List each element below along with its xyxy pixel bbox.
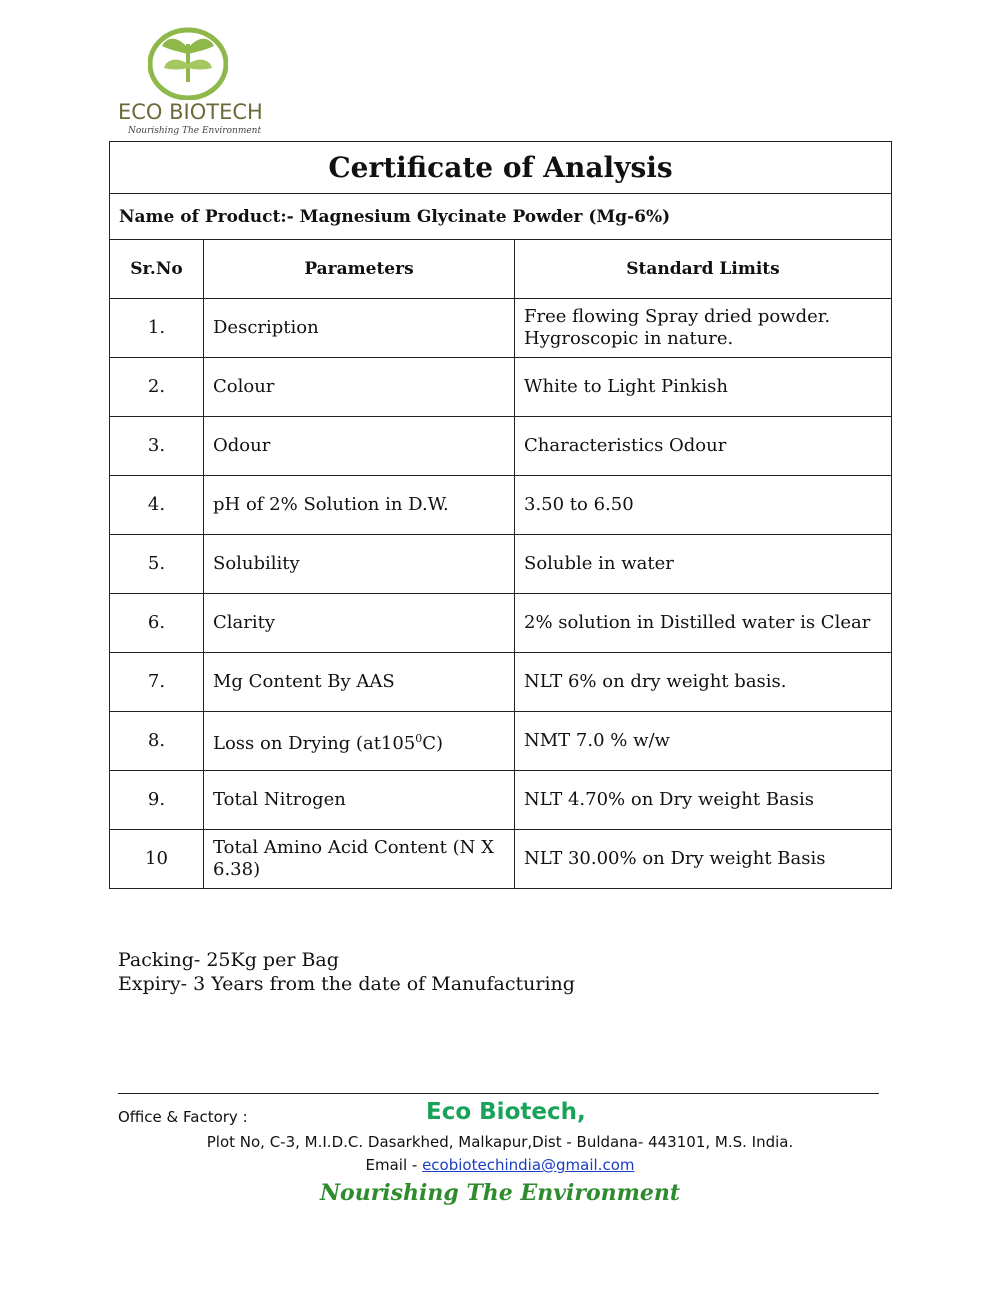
- logo-name: ECO BIOTECH: [118, 100, 263, 124]
- table-row: [110, 358, 892, 417]
- table-row: [110, 299, 892, 358]
- office-label: Office & Factory :: [118, 1108, 248, 1126]
- table-row: [110, 535, 892, 594]
- row-limit: NLT 4.70% on Dry weight Basis: [515, 771, 892, 830]
- row-parameter: [204, 712, 515, 771]
- column-header-limits: Standard Limits: [515, 240, 892, 299]
- table-row: [110, 830, 892, 889]
- table-row: [110, 712, 892, 771]
- logo-tagline: Nourishing The Environment: [128, 126, 262, 136]
- row-srno: 2.: [110, 358, 204, 417]
- row-limit: Soluble in water: [515, 535, 892, 594]
- column-header-parameters: Parameters: [204, 240, 515, 299]
- table-row: [110, 653, 892, 712]
- packing-note: Packing- 25Kg per Bag: [118, 949, 339, 971]
- expiry-note: Expiry- 3 Years from the date of Manufacturing: [118, 973, 575, 995]
- email-label: Email -: [365, 1156, 423, 1174]
- degree-superscript: 0: [415, 731, 423, 745]
- row-srno: 3.: [110, 417, 204, 476]
- company-name: Eco Biotech,: [426, 1099, 586, 1125]
- row-parameter: Clarity: [204, 594, 515, 653]
- row-parameter: Total Nitrogen: [204, 771, 515, 830]
- email-line: [0, 1156, 1000, 1174]
- company-logo: [110, 22, 270, 136]
- table-row: [110, 594, 892, 653]
- row-parameter: Odour: [204, 417, 515, 476]
- row-srno: 5.: [110, 535, 204, 594]
- row-limit: White to Light Pinkish: [515, 358, 892, 417]
- row-limit: Characteristics Odour: [515, 417, 892, 476]
- table-row: [110, 476, 892, 535]
- row-parameter: Solubility: [204, 535, 515, 594]
- row-srno: 10: [110, 830, 204, 889]
- row-parameter: Description: [204, 299, 515, 358]
- row-srno: 4.: [110, 476, 204, 535]
- row-limit: Free flowing Spray dried powder. Hygroscopic in nature.: [515, 299, 892, 358]
- footer-divider: [118, 1093, 879, 1094]
- page-title: Certificate of Analysis: [110, 142, 892, 194]
- row-limit: 2% solution in Distilled water is Clear: [515, 594, 892, 653]
- row-srno: 7.: [110, 653, 204, 712]
- table-row: [110, 417, 892, 476]
- row-parameter-text: Loss on Drying (at105: [213, 732, 416, 754]
- row-srno: 9.: [110, 771, 204, 830]
- row-limit: NMT 7.0 % w/w: [515, 712, 892, 771]
- row-srno: 1.: [110, 299, 204, 358]
- row-limit: 3.50 to 6.50: [515, 476, 892, 535]
- row-limit: NLT 6% on dry weight basis.: [515, 653, 892, 712]
- table-header-row: [110, 240, 892, 299]
- footer-tagline: Nourishing The Environment: [319, 1180, 681, 1206]
- address-line: Plot No, C-3, M.I.D.C. Dasarkhed, Malkapur,Dist - Buldana- 443101, M.S. India.: [206, 1133, 794, 1151]
- notes-section: [118, 948, 575, 996]
- product-name: Name of Product:- Magnesium Glycinate Powder (Mg-6%): [110, 194, 892, 240]
- row-parameter: Mg Content By AAS: [204, 653, 515, 712]
- row-parameter: Total Amino Acid Content (N X 6.38): [204, 830, 515, 889]
- email-link[interactable]: ecobiotechindia@gmail.com: [422, 1156, 635, 1174]
- row-srno: 8.: [110, 712, 204, 771]
- row-limit: NLT 30.00% on Dry weight Basis: [515, 830, 892, 889]
- analysis-table: [109, 141, 892, 889]
- column-header-srno: Sr.No: [110, 240, 204, 299]
- row-srno: 6.: [110, 594, 204, 653]
- table-row: [110, 771, 892, 830]
- row-parameter: pH of 2% Solution in D.W.: [204, 476, 515, 535]
- row-parameter-unit: C): [422, 732, 444, 754]
- row-parameter: Colour: [204, 358, 515, 417]
- leaf-circle-icon: [148, 24, 228, 100]
